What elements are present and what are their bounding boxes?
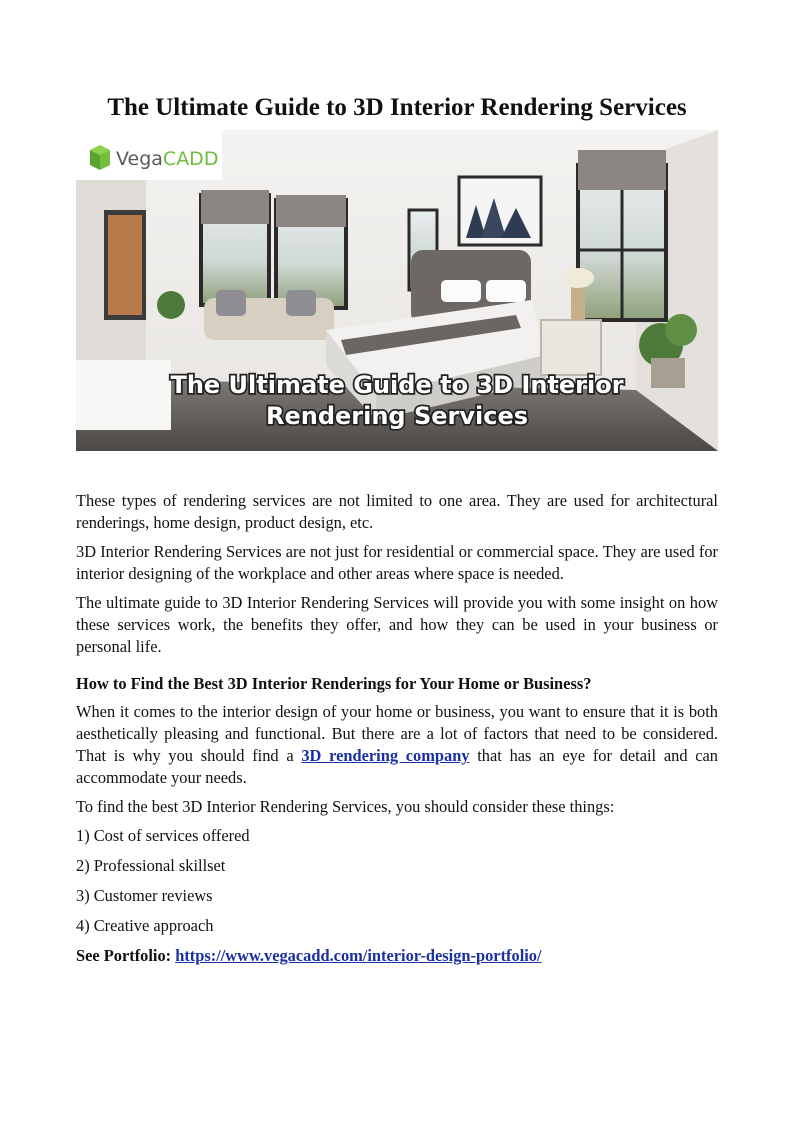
paragraph-text: that has an eye for detail and can accommodate your needs. xyxy=(76,746,719,787)
portfolio-label: See Portfolio: xyxy=(76,946,176,965)
logo-vega-text: Vega xyxy=(116,148,163,170)
rendering-company-link[interactable]: 3D rendering company xyxy=(301,746,470,765)
paragraph xyxy=(76,701,718,789)
bedroom-rendering xyxy=(76,130,718,451)
section-heading: How to Find the Best 3D Interior Renderings for Your Home or Business? xyxy=(76,674,592,693)
paragraph: 3D Interior Rendering Services are not just for residential or commercial space. They are used for interior designing of the workplace and other areas where space is needed. xyxy=(76,542,718,583)
portfolio-link[interactable]: https://www.vegacadd.com/interior-design-portfolio/ xyxy=(175,946,542,965)
list-item: 3) Customer reviews xyxy=(76,886,213,905)
overlay-title-line1: The Ultimate Guide to 3D Interior xyxy=(170,371,624,399)
paragraph: These types of rendering services are not limited to one area. They are used for architectural renderings, home design, product design, etc. xyxy=(76,491,718,532)
overlay-title-line2: Rendering Services xyxy=(265,402,529,430)
hero-image xyxy=(76,130,718,451)
paragraph: To find the best 3D Interior Rendering Services, you should consider these things: xyxy=(76,797,615,816)
paragraph-text: When it comes to the interior design of your home or business, you want to ensure that it is both aesthetically pleasing and functional. But there are a lot of factors that need to be considered. That is why you should find a xyxy=(76,702,718,765)
list-item: 2) Professional skillset xyxy=(76,856,226,875)
list-item: 4) Creative approach xyxy=(76,916,214,935)
article-body xyxy=(76,490,718,974)
svg-text:VegaCADD xyxy=(116,148,218,170)
portfolio-line xyxy=(76,945,718,967)
paragraph: The ultimate guide to 3D Interior Rendering Services will provide you with some insight on how these services work, the benefits they offer, and how they can be used in your business or personal life. xyxy=(76,593,718,656)
page-title: The Ultimate Guide to 3D Interior Rendering Services xyxy=(107,94,687,121)
list-item: 1) Cost of services offered xyxy=(76,826,250,845)
logo-cadd-text: CADD xyxy=(162,148,219,170)
